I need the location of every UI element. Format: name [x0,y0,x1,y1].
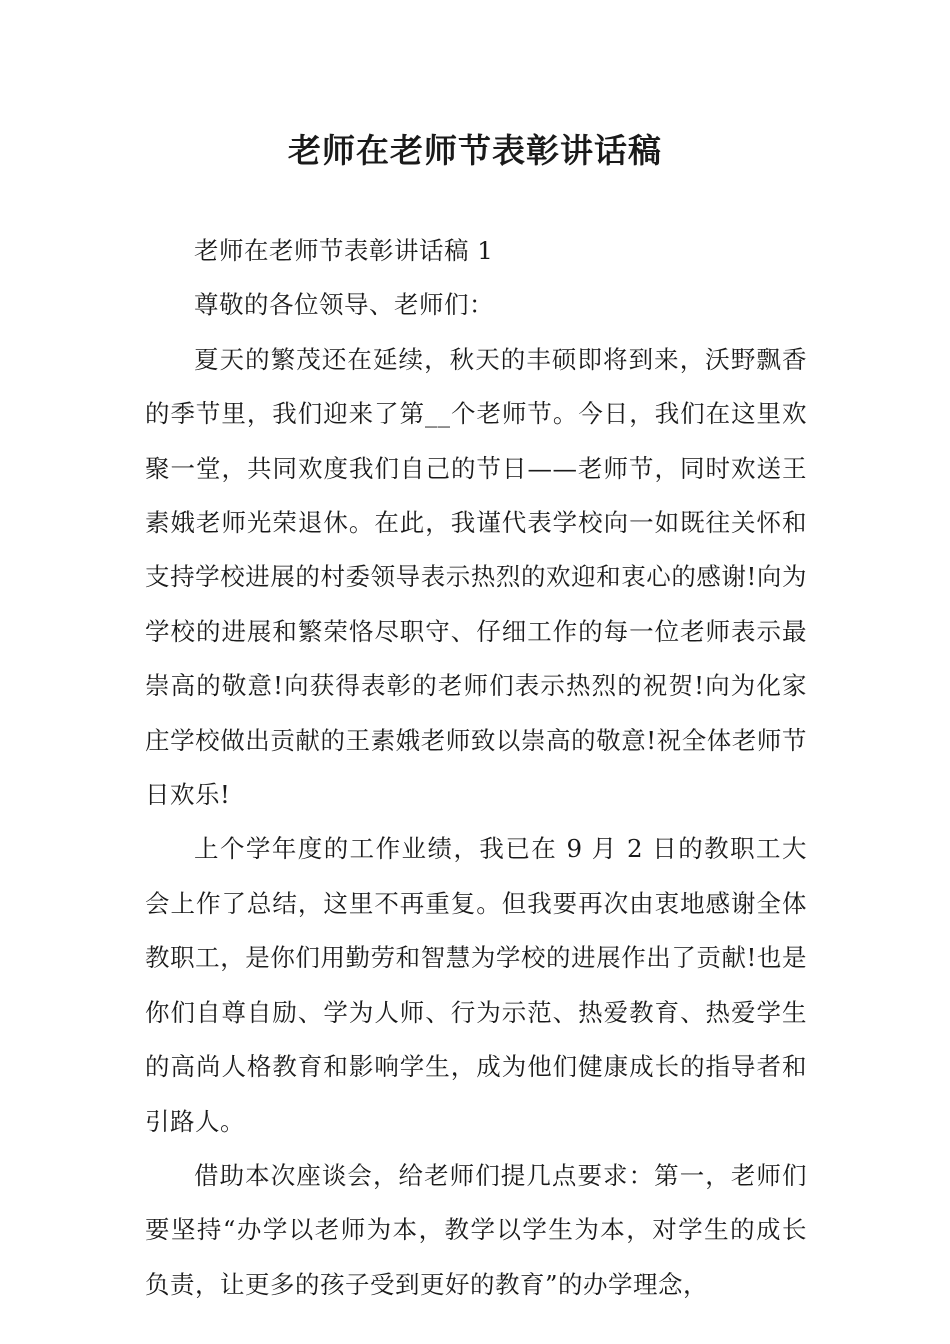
document-body [145,224,807,1312]
document-title: 老师在老师节表彰讲话稿 [288,131,662,170]
paragraph-opening: 夏天的繁茂还在延续，秋天的丰硕即将到来，沃野飘香的季节里，我们迎来了第__个老师节。今日，我们在这里欢聚一堂，共同欢度我们自己的节日——老师节，同时欢送王素娥老师光荣退休。在此，我谨代表学校向一如既往关怀和支持学校进展的村委领导表示热烈的欢迎和衷心的感谢!向为学校的进展和繁荣恪尽职守、仔细工作的每一位老师表示最崇高的敬意!向获得表彰的老师们表示热烈的祝贺!向为化家庄学校做出贡献的王素娥老师致以崇高的敬意!祝全体老师节日欢乐! [145,344,807,810]
paragraph-requirements: 借助本次座谈会，给老师们提几点要求：第一，老师们要坚持“办学以老师为本，教学以学生为本，对学生的成长负责，让更多的孩子受到更好的教育”的办学理念， [145,1160,807,1299]
paragraph-salutation: 尊敬的各位领导、老师们： [194,290,494,320]
paragraph-subtitle: 老师在老师节表彰讲话稿 1 [194,236,494,265]
paragraph-review: 上个学年度的工作业绩，我已在 9 月 2 日的教职工大会上作了总结，这里不再重复。但我要再次由衷地感谢全体教职工，是你们用勤劳和智慧为学校的进展作出了贡献!也是你们自尊自励、学为人师、行为示范、热爱教育、热爱学生的高尚人格教育和影响学生，成为他们健康成长的指导者和引路人。 [145,834,807,1136]
